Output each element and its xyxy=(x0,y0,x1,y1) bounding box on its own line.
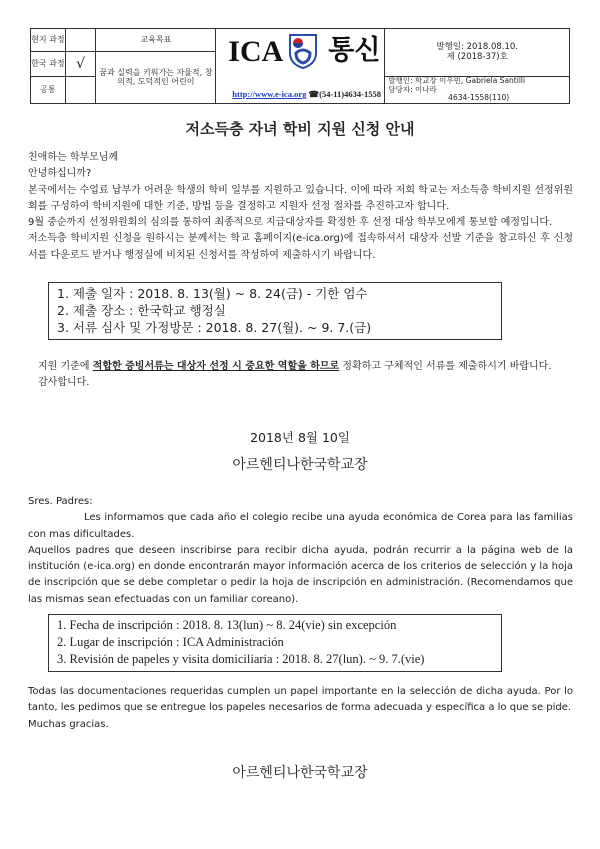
contact-person: 담당자: 이나라 xyxy=(388,84,437,94)
phone-number: ☎(54-11)4634-1558 xyxy=(308,89,381,100)
spanish-body xyxy=(28,494,573,608)
salutation: Sres. Padres: xyxy=(28,496,93,507)
contact-phone: 4634-1558(110) xyxy=(448,93,510,103)
issue-date: 발행일: 2018.08.10. xyxy=(436,41,518,52)
logo-text: ICA xyxy=(228,35,284,68)
paragraph: 본국에서는 수업료 납부가 어려운 학생의 학비 일부를 지원하고 있습니다. 이에 따라 저희 학교는 저소득층 학비지원 선정위원회를 구성하여 학비지원에 대한 기준, 방법 등을 결정하고 지원자 선정 절차를 추진하고자 합니다. xyxy=(28,184,573,212)
page-title: 저소득층 자녀 학비 지원 신청 안내 xyxy=(185,120,415,138)
paragraph: Todas las documentaciones requeridas cumplen un papel importante en la selección de dicha ayuda. Por lo tanto, les pedimos que se entregue los papeles necesarios de forma adecuada y específica a lo que se pide. xyxy=(28,686,573,714)
korean-closing xyxy=(28,359,573,392)
paragraph: 저소득층 학비지원 신청을 원하시는 분께서는 학교 홈페이지(e-ica.org)에 접속하셔서 대상자 선발 기준을 참고하신 후 신청서를 다운로드 받거나 행정실에 비치된 신청서를 작성하여 제출하시기 바랍니다. xyxy=(28,233,573,261)
korean-schedule-box xyxy=(48,282,502,340)
salutation: 친애하는 학부모님께 xyxy=(28,152,119,163)
paragraph: Les informamos que cada año el colegio recibe una ayuda económica de Corea para las familias con mas dificultades. xyxy=(28,512,573,540)
spanish-schedule-box xyxy=(48,614,502,672)
issue-info xyxy=(385,29,570,77)
schedule-item: 2. Lugar de inscripción : ICA Administración xyxy=(57,635,284,649)
schedule-item: 1. Fecha de inscripción : 2018. 8. 13(lun) ~ 8. 24(vie) sin excepción xyxy=(57,618,397,632)
track-local-label: 현지 과정 xyxy=(31,29,66,52)
schedule-item: 1. 제출 일자 : 2018. 8. 13(월) ~ 8. 24(금) - 기한 엄수 xyxy=(57,286,368,301)
korean-body xyxy=(28,150,573,264)
goal-label: 교육목표 xyxy=(96,29,216,52)
paragraph: 9월 중순까지 선정위원회의 심의를 통하여 최종적으로 지급대상자를 확정한 후 선정 대상 학부모에게 통보할 예정입니다. xyxy=(28,217,553,229)
thanks: Muchas gracias. xyxy=(28,718,109,730)
thanks: 감사합니다. xyxy=(38,377,90,389)
website-link[interactable]: http://www.e-ica.org xyxy=(232,89,307,100)
issue-number: 제 (2018-37)호 xyxy=(446,51,508,62)
newsletter-header xyxy=(30,28,570,104)
publisher-info xyxy=(385,77,570,104)
paragraph: Aquellos padres que deseen inscribirse para recibir dicha ayuda, podrán recurrir a la página web de la institución (e-ica.org) en donde encontrarán mayor información acerca de los criterios de selección y la hoja de inscripción que se debe completar o pedir la hoja de inscripción en administración. (Recomendamos que las mismas sean efectuadas con un familiar coreano). xyxy=(28,544,573,605)
publisher: 발행인: 학교장 이우빈, Gabriela Santilli xyxy=(388,76,526,85)
greeting: 안녕하십니까? xyxy=(28,168,92,180)
letter-date: 2018년 8월 10일 xyxy=(250,430,350,445)
newsletter-title: 통신 xyxy=(328,35,381,66)
schedule-item: 3. Revisión de papeles y visita domiciliaria : 2018. 8. 27(lun). ~ 9. 7.(vie) xyxy=(57,652,425,666)
goal-text: 꿈과 실력을 키워가는 자율적, 창의적, 도덕적인 어린이 xyxy=(96,52,216,104)
paragraph: 지원 기준에 적합한 증빙서류는 대상자 선정 시 중요한 역할을 하므로 정확하고 구체적인 서류를 제출하시기 바랍니다. xyxy=(38,361,552,372)
check-mark: √ xyxy=(65,52,96,77)
emphasis-text: 적합한 증빙서류는 대상자 선정 시 중요한 역할을 하므로 xyxy=(92,361,340,372)
school-shield-icon xyxy=(288,33,318,69)
signature: 아르헨티나한국학교장 xyxy=(232,457,368,473)
logo-cell xyxy=(216,29,385,104)
track-korean-label: 한국 과정 xyxy=(31,52,66,77)
schedule-item: 2. 제출 장소 : 한국학교 행정실 xyxy=(57,303,226,318)
track-common-label: 공통 xyxy=(31,77,66,104)
signature-spanish: 아르헨티나한국학교장 xyxy=(232,765,368,781)
schedule-item: 3. 서류 심사 및 가정방문 : 2018. 8. 27(월). ~ 9. 7.(금) xyxy=(57,320,372,335)
spanish-closing xyxy=(28,684,573,733)
